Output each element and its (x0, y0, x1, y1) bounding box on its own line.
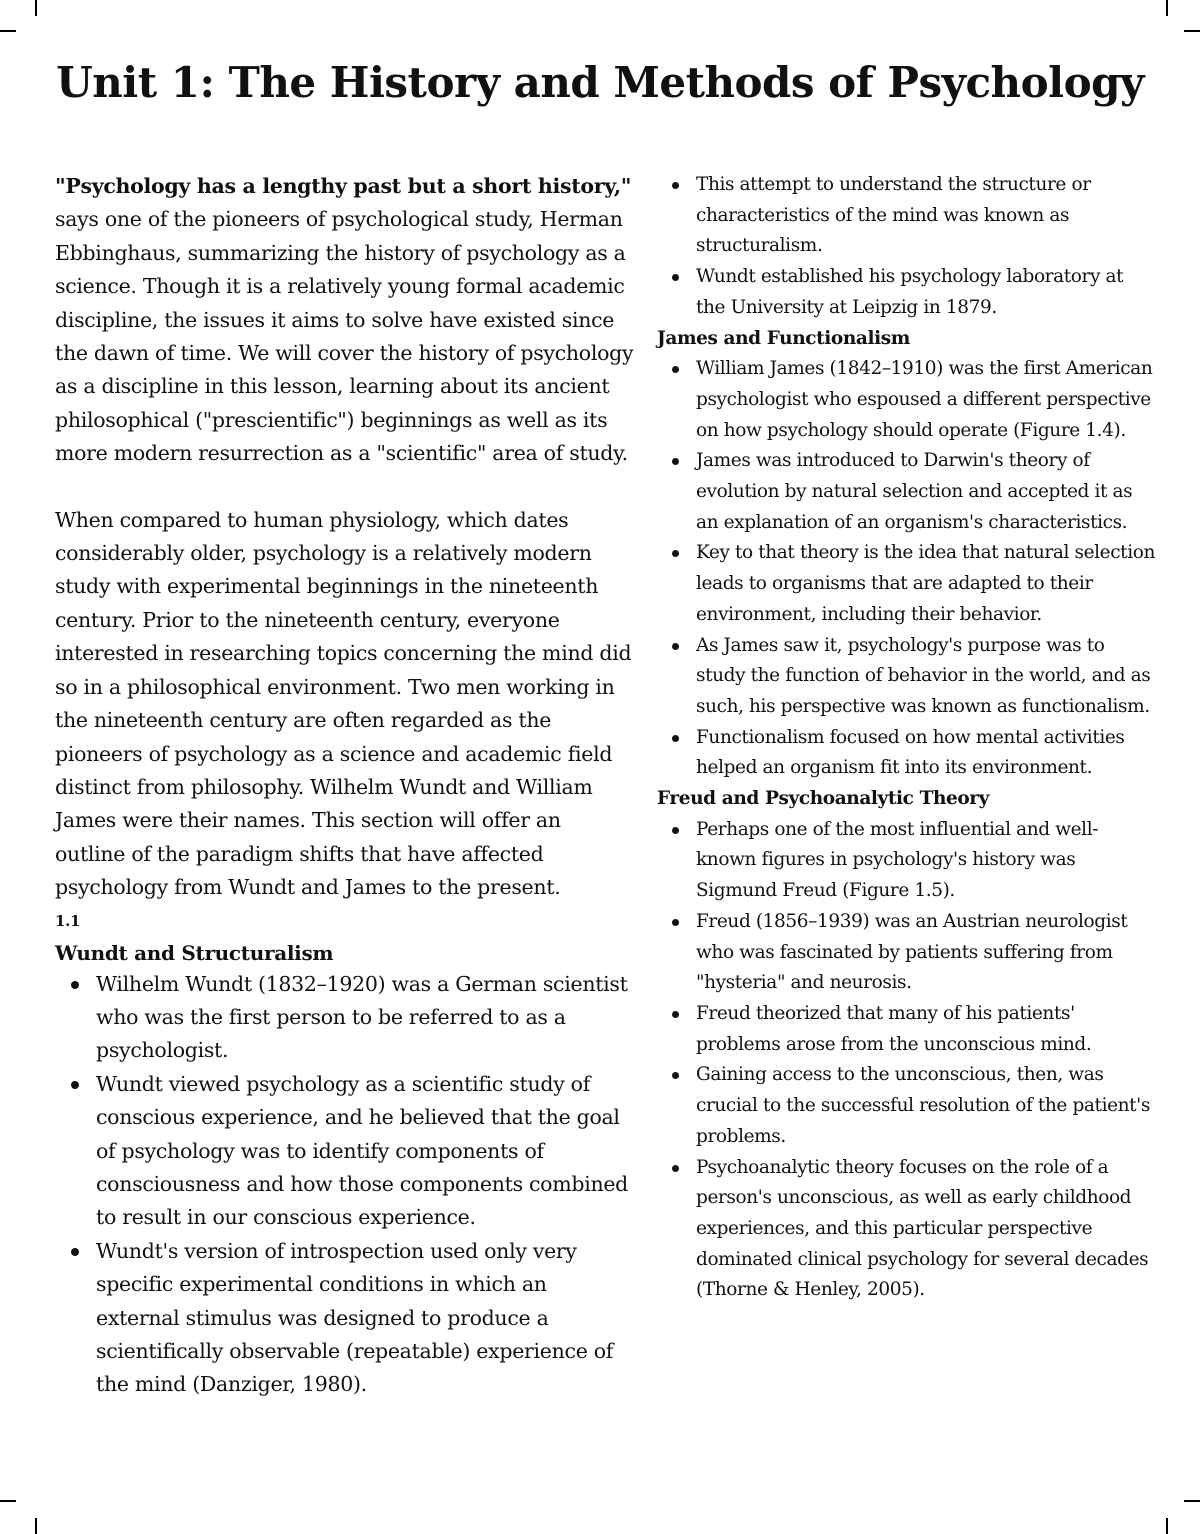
crop-mark-top-right-h (1184, 30, 1200, 32)
list-item: Gaining access to the unconscious, then, was crucial to the successful resolution of the patient's problems. (696, 1060, 1157, 1152)
intro-quote: "Psychology has a lengthy past but a short history," (55, 174, 632, 198)
crop-mark-top-right-v (1166, 0, 1168, 16)
context-paragraph: When compared to human physiology, which dates considerably older, psychology is a relatively modern study with experimental beginnings in the nineteenth century. Prior to the nineteenth century, everyone interested in researching topics concerning the mind did so in a philosophical environment. Two men working in the nineteenth century are often regarded as the pioneers of psychology as a science and academic field distinct from philosophy. Wilhelm Wundt and William James were their names. This section will offer an outline of the paradigm shifts that have affected psychology from Wundt and James to the present. (55, 507, 632, 900)
james-bullet-list (657, 354, 1157, 784)
list-item: Wundt's version of introspection used only very specific experimental conditions in which an external stimulus was designed to produce a scientifically observable (repeatable) experience of the mind (Danziger, 1980). (96, 1235, 635, 1402)
crop-mark-top-left-h (0, 30, 16, 32)
crop-mark-bottom-left-v (35, 1518, 37, 1534)
wundt-bullet-list (55, 968, 635, 1402)
intro-text: says one of the pioneers of psychological study, Herman Ebbinghaus, summarizing the history of psychology as a science. Though it is a relatively young formal academic discipline, the issues it aims to solve have existed since the dawn of time. We will cover the history of psychology as a discipline in this lesson, learning about its ancient philosophical ("prescientific") beginnings as well as its more modern resurrection as a "scientific" area of study. (55, 207, 634, 466)
intro-paragraph (55, 170, 635, 471)
list-item: William James (1842–1910) was the first American psychologist who espoused a different perspective on how psychology should operate (Figure 1.4). (696, 354, 1157, 446)
freud-heading: Freud and Psychoanalytic Theory (657, 788, 990, 810)
list-item: Freud (1856–1939) was an Austrian neurologist who was fascinated by patients suffering from "hysteria" and neurosis. (696, 907, 1157, 999)
crop-mark-bottom-right-v (1166, 1518, 1168, 1534)
wundt-heading: Wundt and Structuralism (55, 940, 334, 965)
list-item: This attempt to understand the structure or characteristics of the mind was known as structuralism. (696, 170, 1157, 262)
crop-mark-bottom-right-h (1184, 1500, 1200, 1502)
list-item: As James saw it, psychology's purpose was to study the function of behavior in the world, and as such, his perspective was known as functionalism. (696, 631, 1157, 723)
left-column (55, 170, 635, 1402)
crop-mark-bottom-left-h (0, 1500, 16, 1502)
list-item: Perhaps one of the most influential and well-known figures in psychology's history was Sigmund Freud (Figure 1.5). (696, 815, 1157, 907)
wundt-bullet-list-continued (657, 170, 1157, 324)
section-number: 1.1 (55, 911, 81, 930)
freud-bullet-list (657, 815, 1157, 1306)
page-title: Unit 1: The History and Methods of Psychology (56, 58, 1144, 107)
right-column (657, 170, 1157, 1306)
list-item: Psychoanalytic theory focuses on the role of a person's unconscious, as well as early childhood experiences, and this particular perspective dominated clinical psychology for several decades (Thorne & Henley, 2005). (696, 1153, 1157, 1307)
list-item: James was introduced to Darwin's theory of evolution by natural selection and accepted it as an explanation of an organism's characteristics. (696, 446, 1157, 538)
crop-mark-top-left-v (35, 0, 37, 16)
list-item: Wilhelm Wundt (1832–1920) was a German scientist who was the first person to be referred to as a psychologist. (96, 968, 635, 1068)
list-item: Freud theorized that many of his patients' problems arose from the unconscious mind. (696, 999, 1157, 1060)
list-item: Wundt viewed psychology as a scientific study of conscious experience, and he believed that the goal of psychology was to identify components of consciousness and how those components combined to result in our conscious experience. (96, 1068, 635, 1235)
list-item: Key to that theory is the idea that natural selection leads to organisms that are adapted to their environment, including their behavior. (696, 538, 1157, 630)
list-item: Wundt established his psychology laboratory at the University at Leipzig in 1879. (696, 262, 1157, 323)
list-item: Functionalism focused on how mental activities helped an organism fit into its environment. (696, 723, 1157, 784)
paragraph-gap (55, 471, 635, 504)
james-heading: James and Functionalism (657, 327, 910, 349)
